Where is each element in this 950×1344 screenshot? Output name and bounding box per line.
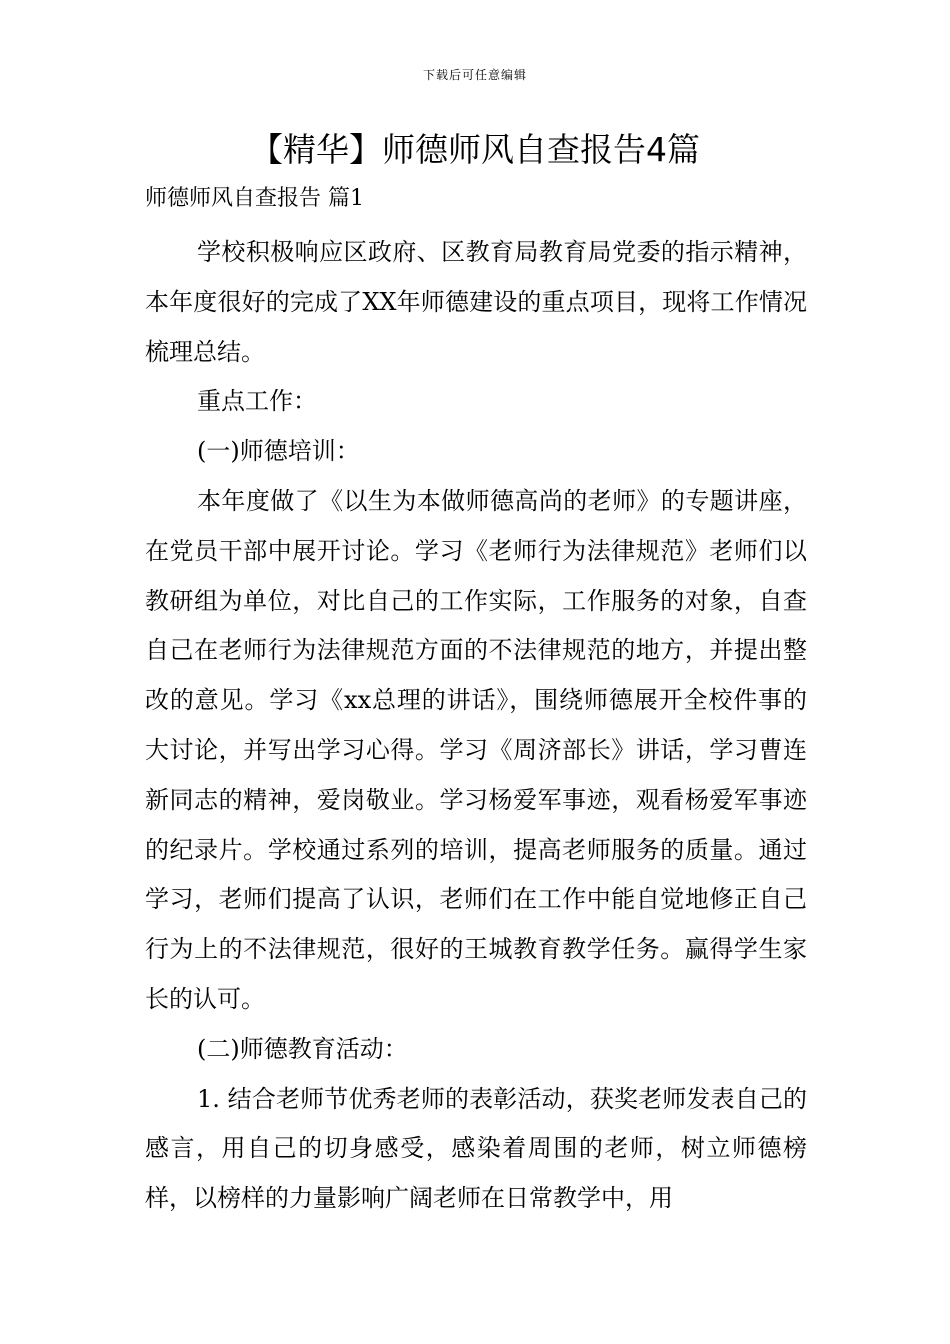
paragraph: 1. 结合老师节优秀老师的表彰活动，获奖老师发表自己的感言，用自己的切身感受，感染着周围的老师，树立师德榜样，以榜样的力量影响广阔老师在日常教学中，用 — [145, 1084, 807, 1213]
paragraph: 本年度做了《以生为本做师德高尚的老师》的专题讲座，在党员干部中展开讨论。学习《老师行为法律规范》老师们以教研组为单位，对比自己的工作实际，工作服务的对象，自查自己在老师行为法律规范方面的不法律规范的地方，并提出整改的意见。学习《xx总理的讲话》，围绕师德展开全校件事的大讨论，并写出学习心得。学习《周济部长》讲话，学习曹连新同志的精神，爱岗敬业。学习杨爱军事迹，观看杨爱军事迹的纪录片。学校通过系列的培训，提高老师服务的质量。通过学习，老师们提高了认识，老师们在工作中能自觉地修正自己行为上的不法律规范，很好的王城教育教学任务。赢得学生家长的认可。 — [145, 486, 807, 1013]
paragraph: 重点工作： — [197, 387, 317, 416]
section-subtitle: 师德师风自查报告 篇1 — [145, 186, 364, 211]
header-note: 下载后可任意编辑 — [422, 68, 527, 82]
paragraph: 学校积极响应区政府、区教育局教育局党委的指示精神，本年度很好的完成了XX年师德建设的重点项目，现将工作情况梳理总结。 — [145, 238, 807, 366]
paragraph: (一)师德培训： — [197, 437, 360, 466]
document-title: 【精华】师德师风自查报告4篇 — [250, 130, 700, 169]
paragraph: (二)师德教育活动： — [197, 1034, 408, 1063]
document-body — [145, 228, 807, 1224]
